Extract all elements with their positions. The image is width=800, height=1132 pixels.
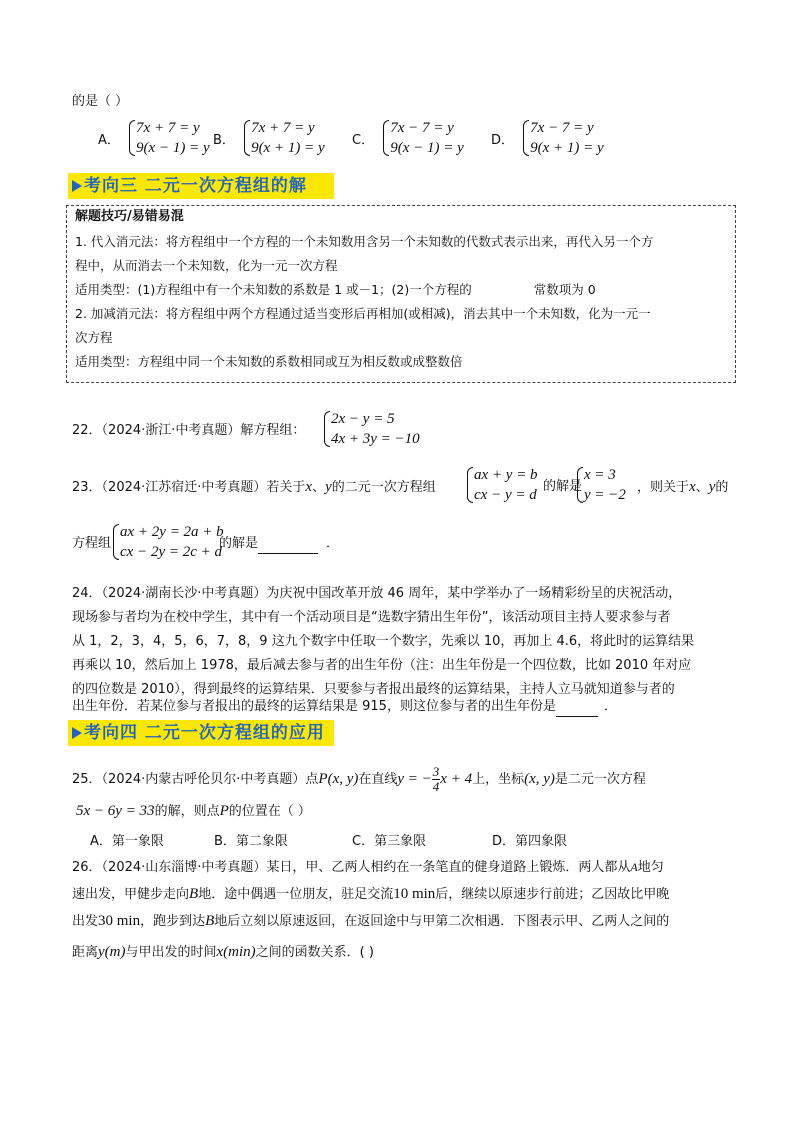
tips-line-1: 1. 代入消元法：将方程组中一个方程的一个未知数用含另一个未知数的代数式表示出来，再代入另一个方 [75,234,654,249]
q25-text-2: 在直线 [358,772,398,787]
q23-system-1 [465,465,538,505]
option-c-eq2: 9(x − 1) = y [390,140,464,156]
option-d[interactable] [491,118,604,158]
q25-point-p2: P [219,803,229,819]
option-b[interactable] [213,118,325,158]
q26-y-unit: y(m) [98,944,126,960]
option-d-eq1: 7x − 7 = y [530,120,594,136]
q23-var-x2: x [689,479,696,495]
tips-line-3a: 适用类型：(1)方程组中有一个未知数的系数是 1 或－1；(2)一个方程的 [75,282,472,297]
option-c[interactable] [352,118,464,158]
q23-text-5: 的 [715,480,729,495]
option-a-eq2: 9(x − 1) = y [136,140,210,156]
q23-line-1-end [637,477,728,498]
arrow-right-icon [72,727,82,739]
q23-line-1 [72,477,436,498]
q23-text-1: 23．（2024·江苏宿迁·中考真题）若关于 [72,480,306,495]
option-c-system [381,118,464,158]
q26-l4e: 之间的函数关系．( ) [255,945,374,960]
q25-equation: 5x − 6y = 33 [76,803,155,819]
q26-time-10: 10 min [393,886,436,902]
q23-var-x: x [305,479,313,495]
q23-text-6: 方程组 [72,536,112,551]
option-d-eq2: 9(x + 1) = y [530,140,604,156]
q26-l3a: 出发 [72,914,99,929]
q26-line-2 [72,884,669,905]
option-d-system [521,118,604,158]
section-4-banner [68,720,334,746]
q25-option-c[interactable]: C．第三象限 [352,834,427,849]
question-tail: 的是（ ） [72,94,129,109]
q24-line-3: 从 1，2，3，4，5，6，7，8，9 这九个数字中任取一个数字，先乘以 10，再加上 4.6，将此时的运算结果 [72,634,695,649]
q25-line-1 [72,764,646,795]
q25-text-4: 是二元一次方程 [554,772,646,787]
option-a-system [127,118,210,158]
q25-text-5: 的解，则点 [154,804,220,819]
q25-point-p: P(x, y) [318,771,359,787]
q26-line-1 [72,857,664,878]
q23-eq3: ax + 2y = 2a + b [120,524,224,540]
q24-line-6 [72,697,617,717]
q26-l4a: 距离 [72,945,99,960]
q23-eq1: ax + y = b [474,467,538,483]
q26-l2e: 后，继续以原速步行前进；乙因故比甲晚 [435,887,670,902]
q24-line-6b: ． [603,699,617,714]
q26-l4c: 与甲出发的时间 [125,945,217,960]
q26-x-unit: x(min) [216,944,256,960]
tips-line-2: 程中，从而消去一个未知数，化为一元一次方程 [75,258,338,273]
q24-answer-blank[interactable] [556,702,598,717]
q26-l2a: 速出发，甲健步走向 [72,887,190,902]
q26-point-a: A [630,860,638,874]
q26-l2c: 地．途中偶遇一位朋友，驻足交流 [198,887,394,902]
q22-system [322,409,420,449]
section-3-title: 考向三 二元一次方程组的解 [84,176,307,196]
q26-time-30: 30 min [98,913,141,929]
q23-text-3: 的解是 [543,479,583,494]
q23-sol1: x = 3 [584,467,616,483]
option-b-eq2: 9(x + 1) = y [251,140,325,156]
q25-numerator: 3 [432,764,440,779]
option-c-label: C． [352,132,375,148]
q26-l1a: 26．（2024·山东淄博·中考真题）某日，甲、乙两人相约在一条笔直的健身道路上锻炼．两人都从 [72,860,631,875]
tips-heading: 解题技巧/易错易混 [75,209,184,224]
q24-line-1: 24．（2024·湖南长沙·中考真题）为庆祝中国改革开放 46 周年，某中学举办了一场精彩纷呈的庆祝活动， [72,586,682,601]
q23-text-7: 的解是 [219,536,259,551]
option-b-label: B． [213,132,235,148]
q24-line-2: 现场参与者均为在校中学生，其中有一个活动项目是“选数字猜出生年份”，该活动项目主持人要求参与者 [72,610,671,625]
q25-denominator: 4 [432,779,440,794]
q25-line-rhs: x + 4 [440,771,473,787]
q25-coords: (x, y) [524,771,555,787]
tips-line-5: 次方程 [75,330,113,345]
q23-sol2: y = −2 [584,487,626,503]
q25-text-1: 25．（2024·内蒙古呼伦贝尔·中考真题）点 [72,772,319,787]
arrow-right-icon [72,180,82,192]
tips-box [66,205,736,383]
q23-eq4: cx − 2y = 2c + d [120,544,222,560]
q24-line-6a: 出生年份．若某位参与者报出的最终的运算结果是 915，则这位参与者的出生年份是 [72,699,556,714]
option-d-label: D． [491,132,515,148]
tips-line-6: 适用类型：方程组中同一个未知数的系数相同或互为相反数或成整数倍 [75,354,463,369]
q23-text-2: 的二元一次方程组 [331,480,436,495]
q22-text: 22．（2024·浙江·中考真题）解方程组： [72,423,306,438]
q23-sep: 、 [312,480,326,495]
tips-line-3b: 常数项为 0 [533,282,596,297]
section-4-title: 考向四 二元一次方程组的应用 [84,723,325,743]
section-3-banner [68,173,334,199]
q25-text-3: 上，坐标 [472,772,525,787]
q25-option-a[interactable]: A．第一象限 [90,834,164,849]
tips-line-4: 2. 加减消元法：将方程组中两个方程通过适当变形后再相加(或相减)，消去其中一个未知数，化为一元一 [75,306,651,321]
q25-line-lhs: y = − [397,771,432,787]
q26-line-3 [72,911,669,932]
q23-eq2: cx − y = d [474,487,537,503]
option-c-eq1: 7x − 7 = y [390,120,454,136]
q24-line-4: 再乘以 10，然后加上 1978，最后减去参与者的出生年份（注：出生年份是一个四位数，比如 2010 年对应 [72,658,692,673]
option-b-eq1: 7x + 7 = y [251,120,315,136]
option-a-eq1: 7x + 7 = y [136,120,200,136]
q22-eq2: 4x + 3y = −10 [331,431,420,447]
option-b-system [242,118,325,158]
q26-l1c: 地匀 [637,860,664,875]
q23-text-8: ． [326,536,340,551]
q26-line-4 [72,942,374,963]
q26-point-b: B [189,886,199,902]
q25-option-b[interactable]: B．第二象限 [214,834,288,849]
q24-line-5: 的四位数是 2010），得到最终的运算结果．只要参与者报出最终的运算结果，主持人立马就知道参与者的 [72,682,675,697]
q23-solution [575,465,626,505]
q26-point-b2: B [205,913,215,929]
q23-var-y2: y [708,479,716,495]
option-a[interactable] [98,118,210,158]
q23-system-2 [111,522,224,562]
q23-var-y: y [325,479,332,495]
q22-eq1: 2x − y = 5 [331,411,395,427]
q25-text-6: 的位置在（ ） [228,804,311,819]
q23-text-4: ，则关于 [637,480,690,495]
q26-l3c: ，跑步到达 [140,914,206,929]
q23-answer-line [219,534,339,554]
q26-l3e: 地后立刻以原速返回，在返回途中与甲第二次相遇．下图表示甲、乙两人之间的 [214,914,670,929]
q23-answer-blank[interactable] [258,539,318,554]
q25-option-d[interactable]: D．第四象限 [492,834,568,849]
tips-line-3 [75,280,596,300]
q25-line-2 [76,801,311,822]
option-a-label: A． [98,132,120,148]
q23-sep-2: 、 [695,480,709,495]
